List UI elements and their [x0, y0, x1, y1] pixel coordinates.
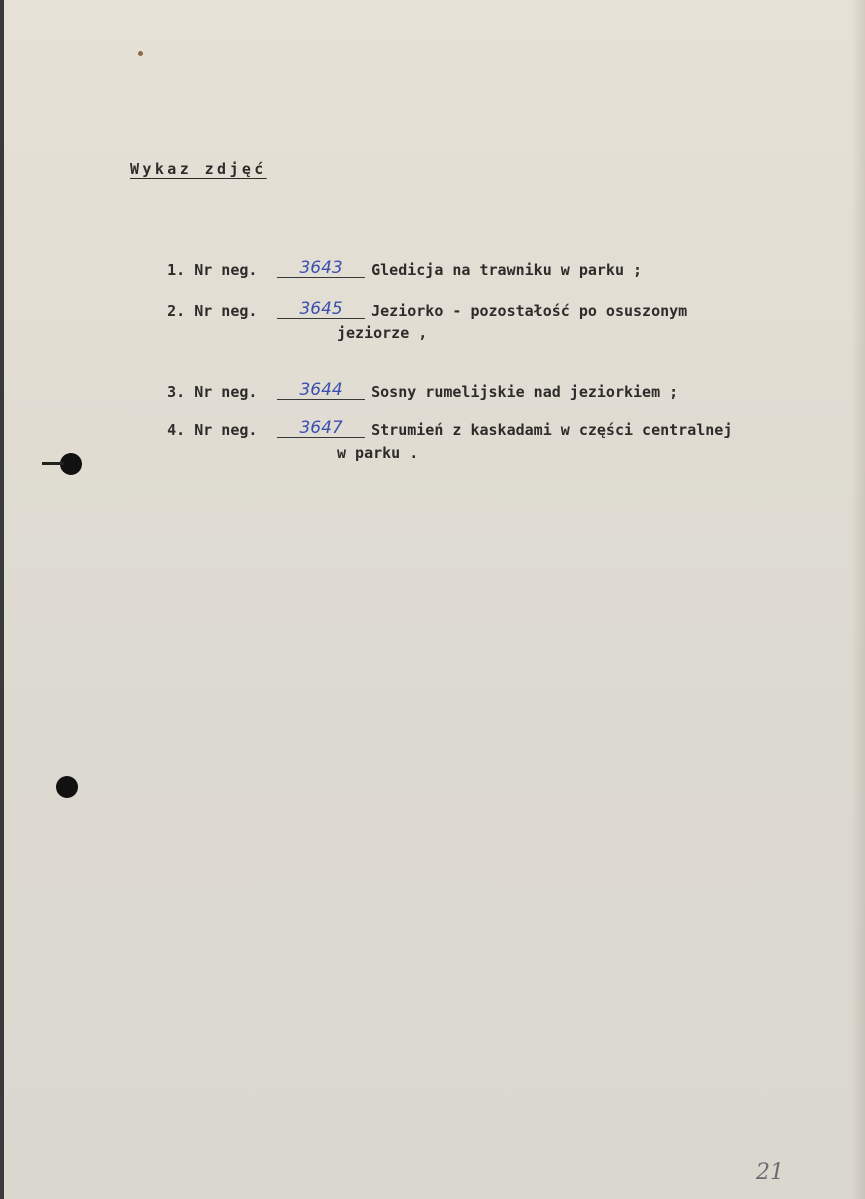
- negative-number: 3644: [277, 381, 365, 400]
- document-page: [4, 0, 865, 1199]
- negative-number: 3643: [277, 259, 365, 278]
- paper-spot: [138, 51, 143, 56]
- item-description: Jeziorko - pozostałość po osuszonym: [371, 302, 688, 320]
- negative-number: 3645: [277, 300, 365, 319]
- item-description-continued: jeziorze ,: [337, 324, 428, 342]
- document-title: Wykaz zdjęć: [130, 160, 267, 178]
- item-description: Gledicja na trawniku w parku ;: [371, 261, 643, 279]
- item-prefix: 2. Nr neg.: [167, 302, 258, 320]
- punch-hole: [60, 453, 82, 475]
- list-item: [131, 403, 732, 458]
- item-description: Sosny rumelijskie nad jeziorkiem ;: [371, 383, 679, 401]
- page-number: 21: [756, 1160, 784, 1185]
- negative-number: 3647: [277, 419, 365, 438]
- item-description-continued: w parku .: [337, 444, 419, 462]
- item-prefix: 3. Nr neg.: [167, 383, 258, 401]
- item-description: Strumień z kaskadami w części centralnej: [371, 421, 733, 439]
- punch-hole: [56, 776, 78, 798]
- item-prefix: 4. Nr neg.: [167, 421, 258, 439]
- item-prefix: 1. Nr neg.: [167, 261, 258, 279]
